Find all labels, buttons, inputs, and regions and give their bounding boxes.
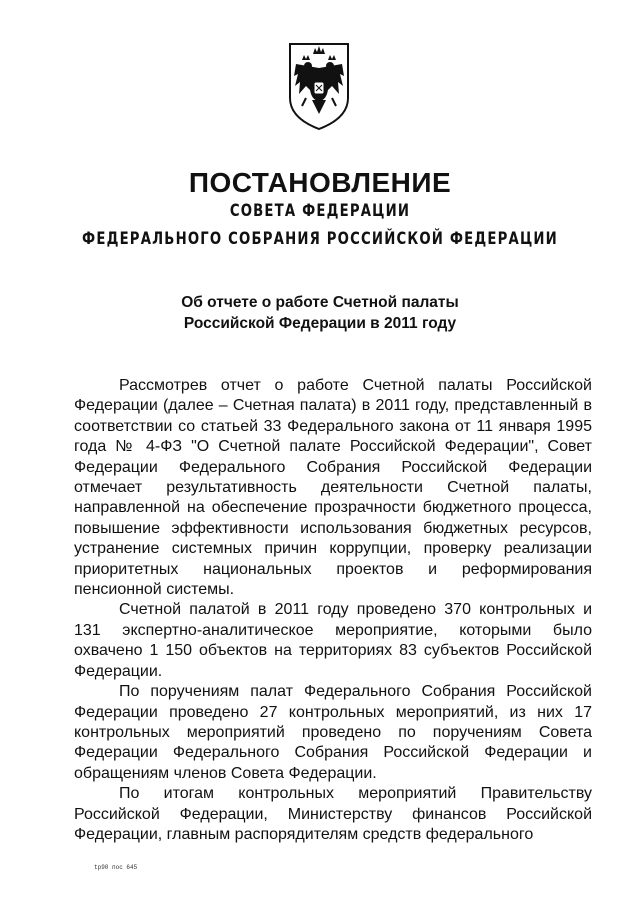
russian-coat-of-arms-icon bbox=[284, 40, 354, 132]
document-subject bbox=[0, 292, 640, 334]
document-type-title: ПОСТАНОВЛЕНИЕ bbox=[188, 167, 452, 198]
body-paragraph-2: Счетной палатой в 2011 году проведено 370 контрольных и 131 экспертно-аналитическое мероприятие, которыми было охвачено 1 150 объектов на территориях 83 субъектов Российской Федерации. bbox=[74, 601, 592, 680]
footer-print-code: tp90 пос 645 bbox=[94, 864, 138, 871]
subject-line-2: Российской Федерации в 2011 году bbox=[183, 315, 457, 332]
body-paragraph-4: По итогам контрольных мероприятий Правительству Российской Федерации, Министерству финансов Российской Федерации, главным распорядителям средств федерального bbox=[74, 785, 592, 843]
issuer-line-2: ФЕДЕРАЛЬНОГО СОБРАНИЯ РОССИЙСКОЙ ФЕДЕРАЦИИ bbox=[82, 229, 558, 249]
document-body bbox=[74, 376, 592, 845]
issuer-line-1: СОВЕТА ФЕДЕРАЦИИ bbox=[229, 201, 411, 221]
body-paragraph-1: Рассмотрев отчет о работе Счетной палаты Российской Федерации (далее – Счетная палата) в 2011 году, представленный в соответствии со статьей 33 Федерального закона от 11 января 1995 года № 4-ФЗ "О Счетной палате Российской Федерации", Совет Федерации Федерального Собрания Российской Федерации отмечает результативность деятельности Счетной палаты, направленной на обеспечение прозрачности бюджетного процесса, повышение эффективности использования бюджетных ресурсов, устранение системных причин коррупции, проверку реализации приоритетных национальных проектов и реформирования пенсионной системы. bbox=[74, 377, 592, 599]
subject-line-1: Об отчете о работе Счетной палаты bbox=[181, 294, 459, 311]
body-paragraph-3: По поручениям палат Федерального Собрания Российской Федерации проведено 27 контрольных мероприятий, из них 17 контрольных мероприятий проведено по поручениям Совета Федерации Федерального Собрания Российской Федерации и обращениям членов Совета Федерации. bbox=[74, 683, 592, 782]
